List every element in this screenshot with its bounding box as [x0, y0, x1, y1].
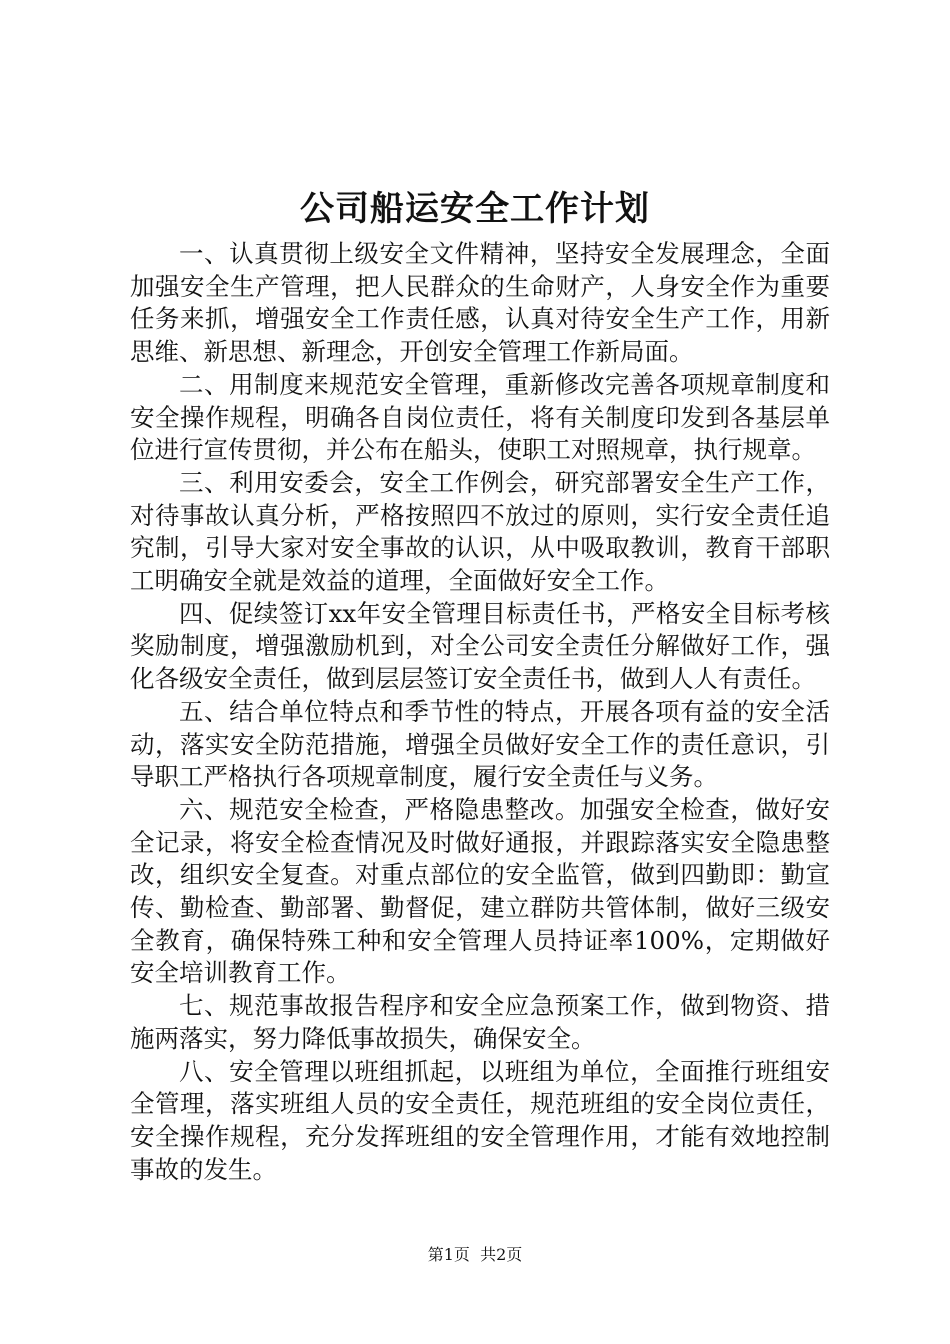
- paragraph-7: 七、规范事故报告程序和安全应急预案工作，做到物资、措施两落实，努力降低事故损失，确保安全。: [130, 991, 830, 1053]
- paragraph-2: 二、用制度来规范安全管理，重新修改完善各项规章制度和安全操作规程，明确各自岗位责任，将有关制度印发到各基层单位进行宣传贯彻，并公布在船头，使职工对照规章，执行规章。: [130, 369, 830, 465]
- footer-spacer: [470, 1245, 480, 1264]
- paragraph-8: 八、安全管理以班组抓起，以班组为单位，全面推行班组安全管理，落实班组人员的安全责任，规范班组的安全岗位责任，安全操作规程，充分发挥班组的安全管理作用，才能有效地控制事故的发生。: [130, 1056, 830, 1184]
- page-number-current: 第1页: [427, 1245, 470, 1264]
- paragraph-4: 四、促续签订xx年安全管理目标责任书，严格安全目标考核奖励制度，增强激励机到，对全公司安全责任分解做好工作，强化各级安全责任，做到层层签订安全责任书，做到人人有责任。: [130, 598, 830, 694]
- paragraph-1: 一、认真贯彻上级安全文件精神，坚持安全发展理念，全面加强安全生产管理，把人民群众的生命财产，人身安全作为重要任务来抓，增强安全工作责任感，认真对待安全生产工作，用新思维、新思想、新理念，开创安全管理工作新局面。: [130, 239, 830, 367]
- paragraph-5: 五、结合单位特点和季节性的特点，开展各项有益的安全活动，落实安全防范措施，增强全员做好安全工作的责任意识，引导职工严格执行各项规章制度，履行安全责任与义务。: [130, 696, 830, 792]
- paragraph-6: 六、规范安全检查，严格隐患整改。加强安全检查，做好安全记录，将安全检查情况及时做好通报，并跟踪落实安全隐患整改，组织安全复查。对重点部位的安全监管，做到四勤即：勤宣传、勤检查、勤部署、勤督促，建立群防共管体制，做好三级安全教育，确保特殊工种和安全管理人员持证率100%，定期做好安全培训教育工作。: [130, 794, 830, 988]
- document-body: [130, 238, 830, 1186]
- page-number-total: 共2页: [480, 1245, 523, 1264]
- document-title: 公司船运安全工作计划: [300, 189, 650, 229]
- page-footer: [0, 1244, 950, 1266]
- paragraph-3: 三、利用安委会，安全工作例会，研究部署安全生产工作，对待事故认真分析，严格按照四不放过的原则，实行安全责任追究制，引导大家对安全事故的认识，从中吸取教训，教育干部职工明确安全就是效益的道理，全面做好安全工作。: [130, 467, 830, 596]
